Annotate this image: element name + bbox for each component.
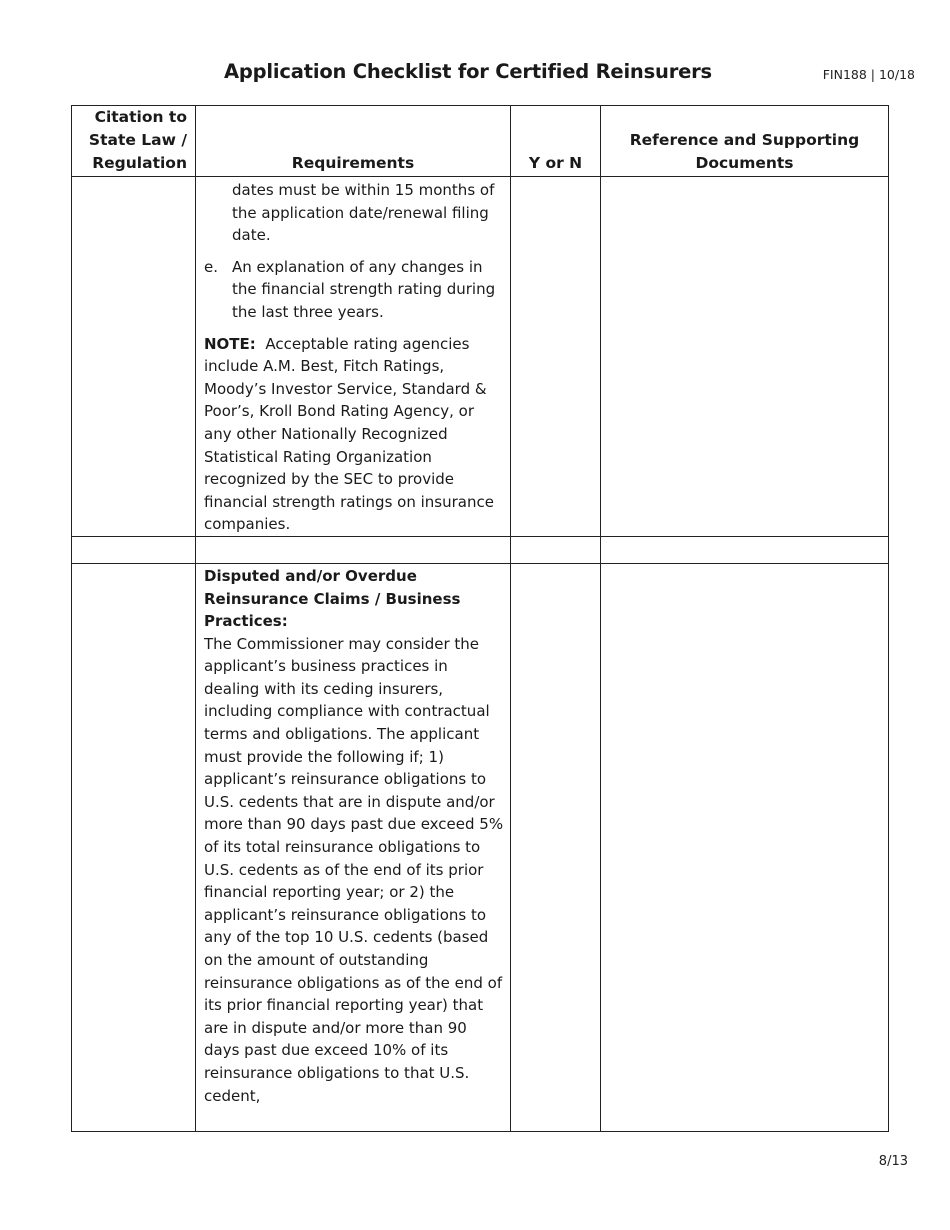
citation-cell: [72, 563, 196, 1131]
list-marker: e.: [204, 257, 218, 276]
page-title: Application Checklist for Certified Reinsurers: [224, 60, 712, 83]
table-row: [72, 177, 889, 537]
header-reference: Reference and Supporting Documents: [601, 106, 889, 177]
note-text: Acceptable rating agencies include A.M. Best, Fitch Ratings, Moody’s Investor Service, Standard & Poor’s, Kroll Bond Rating Agency, or any other Nationally Recognized Statistical Rating Organization recognized by the SEC to provide financial strength ratings on insurance companies.: [204, 334, 494, 534]
y-or-n-cell[interactable]: [511, 177, 601, 537]
table-row: [72, 536, 889, 563]
list-item-text: An explanation of any changes in the financial strength rating during the last three years.: [232, 257, 496, 321]
reference-cell[interactable]: [601, 563, 889, 1131]
requirements-cell: [196, 536, 511, 563]
header-citation: Citation to State Law / Regulation: [72, 106, 196, 177]
continuation-text: dates must be within 15 months of the application date/renewal filing date.: [232, 181, 495, 245]
list-item-e: [204, 256, 504, 324]
table-header-row: [72, 106, 889, 177]
reference-cell[interactable]: [601, 536, 889, 563]
section-body: The Commissioner may consider the applicant’s business practices in dealing with its ceding insurers, including compliance with contractual terms and obligations. The applicant must provide the following if; 1) applicant’s reinsurance obligations to U.S. cedents that are in dispute and/or more than 90 days past due exceed 5% of its total reinsurance obligations to U.S. cedents as of the end of its prior financial reporting year; or 2) the applicant’s reinsurance obligations to any of the top 10 U.S. cedents (based on the amount of outstanding reinsurance obligations as of the end of its prior financial reporting year) that are in dispute and/or more than 90 days past due exceed 10% of its reinsurance obligations to that U.S. cedent,: [204, 634, 504, 1105]
note-label: NOTE:: [204, 334, 256, 353]
y-or-n-cell[interactable]: [511, 536, 601, 563]
requirements-cell: [196, 563, 511, 1131]
header-requirements: Requirements: [196, 106, 511, 177]
table-row: [72, 563, 889, 1131]
citation-cell: [72, 536, 196, 563]
section-heading: Disputed and/or Overdue Reinsurance Claims / Business Practices:: [204, 566, 461, 631]
page-number: 8/13: [878, 1154, 908, 1169]
reference-cell[interactable]: [601, 177, 889, 537]
requirements-cell: [196, 177, 511, 537]
checklist-table: [71, 105, 889, 1132]
note-paragraph: [204, 333, 504, 536]
form-id: FIN188 | 10/18: [822, 67, 915, 82]
y-or-n-cell[interactable]: [511, 563, 601, 1131]
citation-cell: [72, 177, 196, 537]
header-y-or-n: Y or N: [511, 106, 601, 177]
